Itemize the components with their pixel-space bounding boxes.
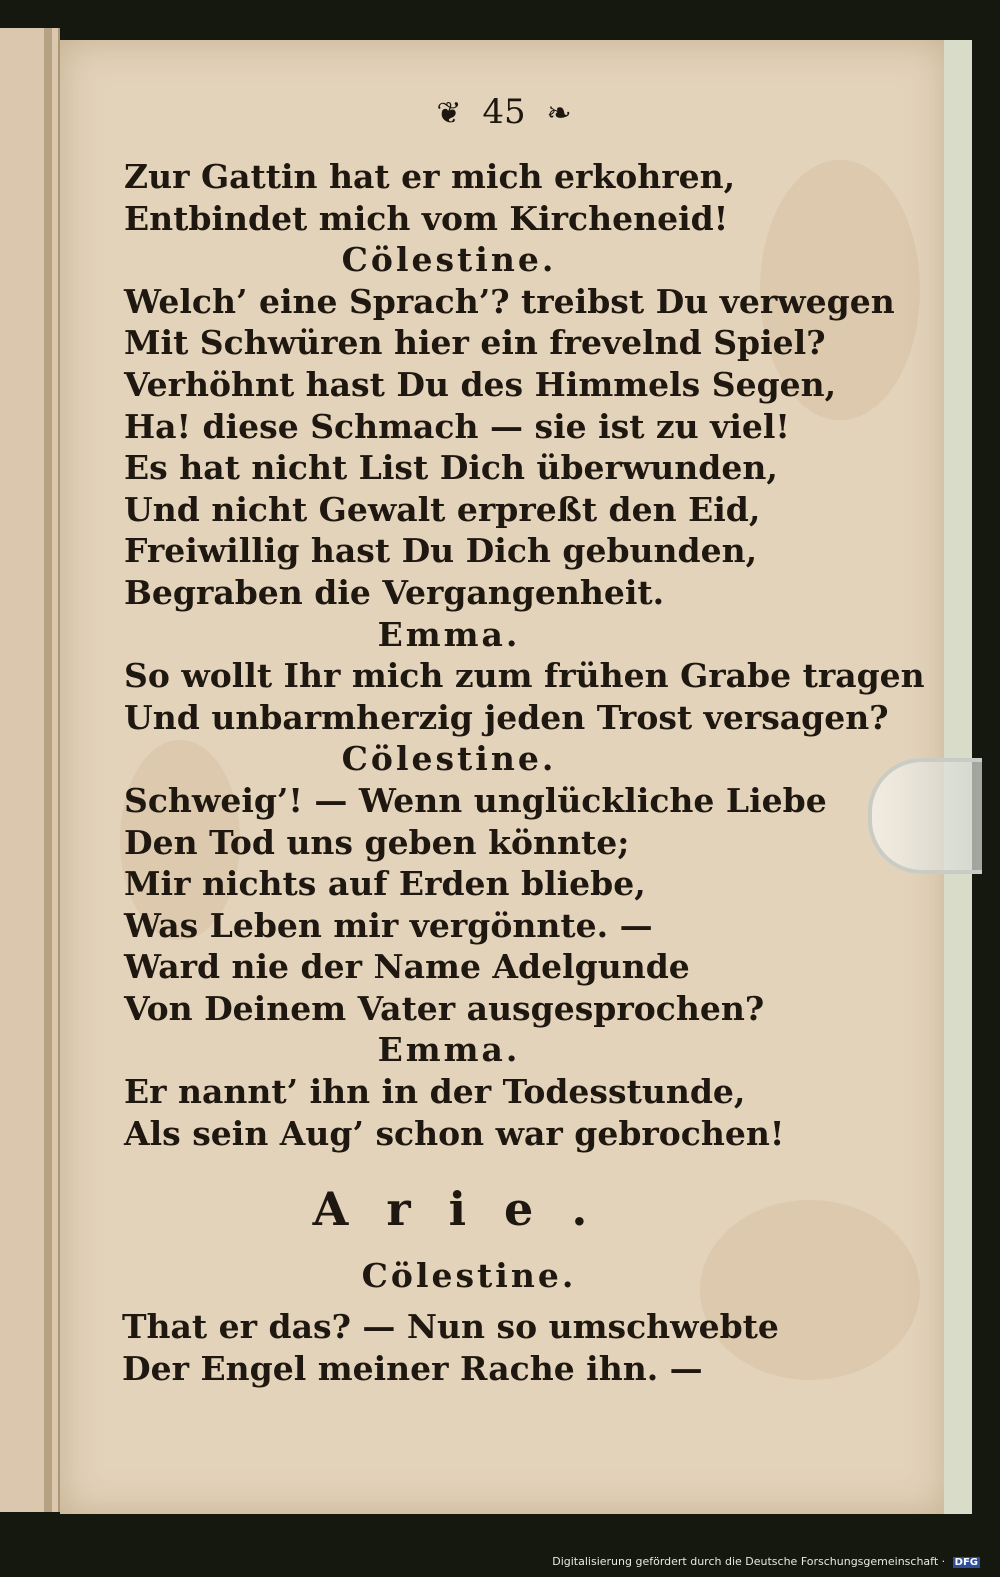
verse-line: Verhöhnt hast Du des Himmels Segen,	[124, 364, 837, 404]
digitization-credit	[552, 1555, 980, 1568]
speaker-name: Cölestine.	[341, 739, 557, 779]
verse-line: Zur Gattin hat er mich erkohren,	[124, 157, 736, 196]
verse-line: Als sein Aug’ schon war gebrochen!	[124, 1113, 785, 1153]
verse-line: Welch’ eine Sprach’? treibst Du verwegen	[124, 281, 895, 321]
verse-line: Er nannt’ ihn in der Todesstunde,	[124, 1072, 746, 1112]
verse-line: Den Tod uns geben könnte;	[124, 822, 630, 862]
page-number: 45	[482, 92, 526, 132]
verse-line: Entbindet mich vom Kircheneid!	[124, 198, 729, 238]
verse-line: Und nicht Gewalt erpreßt den Eid,	[124, 489, 761, 529]
verse-line: Und unbarmherzig jeden Trost versagen?	[124, 697, 889, 737]
verse-line: Mir nichts auf Erden bliebe,	[124, 864, 646, 904]
aria-speaker: Cölestine.	[361, 1256, 577, 1295]
speaker-name: Cölestine.	[341, 240, 557, 280]
verse-line: Schweig’! — Wenn unglückliche Liebe	[124, 780, 827, 820]
aria-verse	[122, 1306, 882, 1389]
left-page-gutter	[44, 28, 52, 1512]
verse-line: Ha! diese Schmach — sie ist zu viel!	[124, 406, 790, 446]
page-header	[60, 92, 948, 132]
verse-line: Von Deinem Vater ausgesprochen?	[124, 988, 765, 1028]
verse-line: Es hat nicht List Dich überwunden,	[124, 448, 778, 488]
speaker-name: Emma.	[377, 1030, 521, 1070]
verse-line: Mit Schwüren hier ein frevelnd Spiel?	[124, 323, 826, 363]
speaker-name: Emma.	[377, 614, 521, 654]
verse-line: Was Leben mir vergönnte. —	[124, 905, 653, 945]
verse-line: Ward nie der Name Adelgunde	[124, 947, 690, 987]
ornament-right-icon: ❧	[546, 96, 572, 131]
verse-line: So wollt Ihr mich zum frühen Grabe tragen	[124, 656, 925, 696]
verse-line: Begraben die Vergangenheit.	[124, 572, 665, 612]
ornament-left-icon: ❦	[436, 96, 462, 131]
verse-line: Freiwillig hast Du Dich gebunden,	[124, 531, 758, 571]
aria-title: Arie.	[312, 1182, 626, 1236]
credit-text: Digitalisierung gefördert durch die Deutsche Forschungsgemeinschaft ·	[552, 1555, 946, 1568]
verse-line: Der Engel meiner Rache ihn. —	[122, 1348, 703, 1388]
page-holder-clip	[868, 758, 982, 874]
verse-line: That er das? — Nun so umschwebte	[122, 1307, 779, 1346]
dfg-logo: DFG	[954, 1557, 978, 1568]
dialogue-text	[124, 156, 925, 1154]
